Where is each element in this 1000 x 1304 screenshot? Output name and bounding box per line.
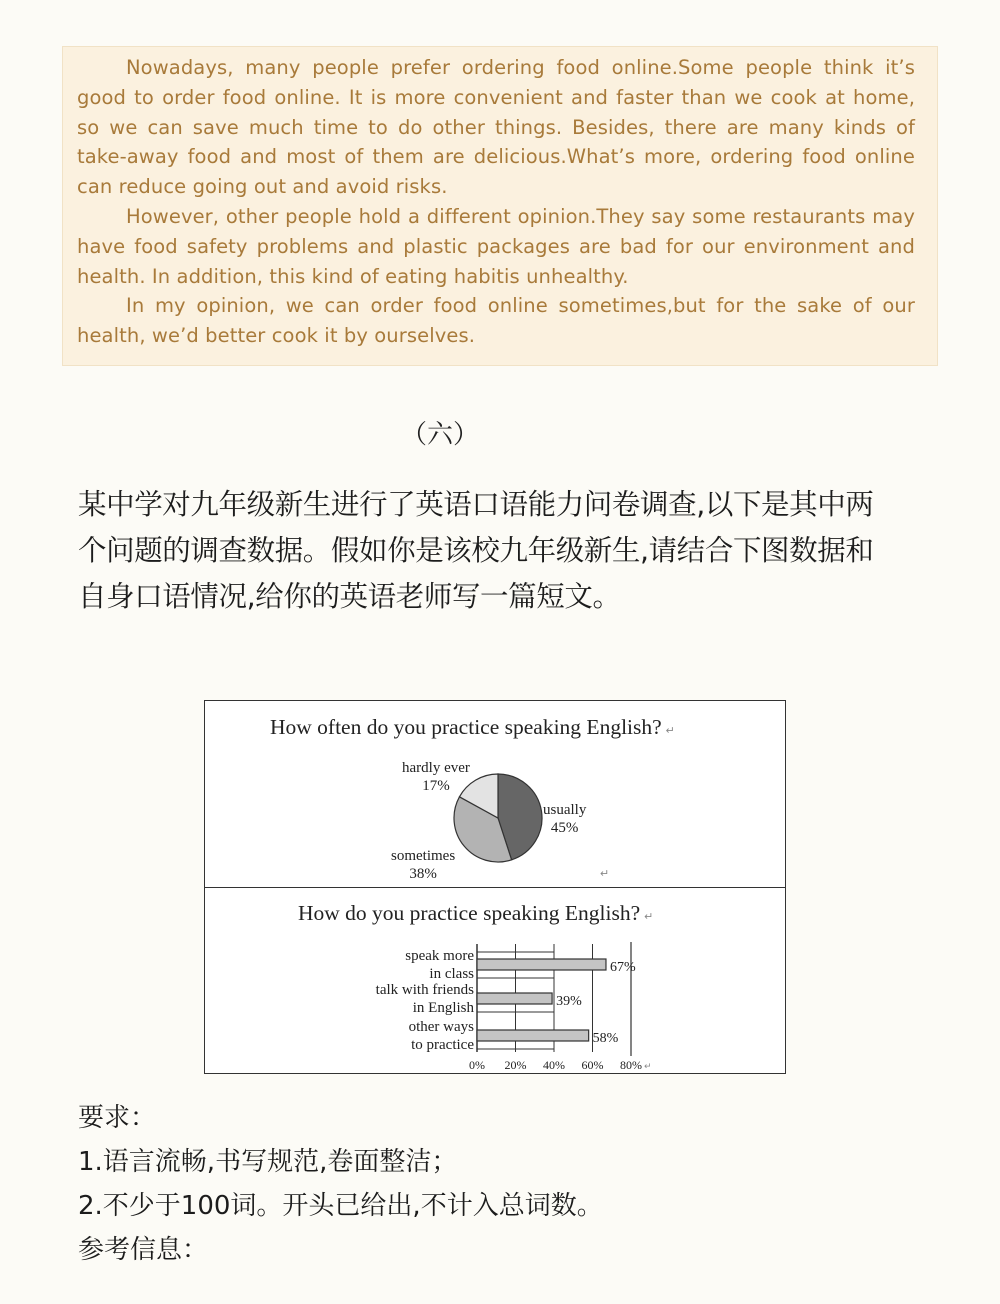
- bar-value-label-1: 67%: [609, 960, 636, 975]
- pie-label-sometimes: [391, 847, 455, 883]
- pie-label-usually: [543, 801, 586, 837]
- return-mark-icon: ↵: [665, 725, 675, 737]
- bar-3: [477, 1030, 589, 1041]
- bar-category-3-line-1: other ways: [408, 1019, 474, 1035]
- pie-label-usually-name: usually: [543, 802, 587, 818]
- bar-2: [477, 993, 552, 1004]
- essay-paragraph-2: However, other people hold a different opinion.They say some restaurants may have food safety problems and plastic packages are bad for our environment and health. In addition, this kind of eating habitis unhealthy.: [77, 204, 915, 288]
- bar-1: [477, 959, 606, 970]
- return-mark-icon: ↵: [644, 911, 654, 923]
- sample-essay: [62, 46, 938, 366]
- pie-label-sometimes-name: sometimes: [391, 848, 456, 864]
- bar-category-3: [409, 1018, 474, 1054]
- essay-paragraph-3: In my opinion, we can order food online sometimes,but for the sake of our health, we’d better cook it by ourselves.: [77, 294, 915, 348]
- pie-label-hardly-ever-value: 17%: [422, 778, 450, 794]
- survey-figure: [204, 700, 786, 1074]
- section-number: （六）: [400, 420, 479, 450]
- bar-category-3-line-2: to practice: [411, 1037, 474, 1053]
- pie-label-usually-value: 45%: [550, 820, 579, 836]
- panel-divider: [205, 887, 785, 888]
- x-tick-label: 0%: [469, 1058, 485, 1071]
- bar-chart-title: [298, 901, 653, 926]
- pie-label-hardly-ever: [402, 759, 470, 795]
- x-tick-label: 60%: [581, 1058, 604, 1071]
- bar-value-label-3: 58%: [592, 1031, 619, 1046]
- bar-category-2-line-1: talk with friends: [375, 982, 474, 998]
- bar-value-label-2: 39%: [556, 994, 582, 1009]
- pie-label-sometimes-value: 38%: [409, 866, 437, 882]
- bar-category-2: [376, 981, 474, 1017]
- pie-title-text: How often do you practice speaking English?: [270, 715, 662, 739]
- bar-category-2-line-2: in English: [412, 1000, 474, 1016]
- bar-title-text: How do you practice speaking English?: [298, 901, 641, 925]
- bar-category-1-line-1: speak more: [405, 948, 474, 964]
- return-mark-icon: ↵: [600, 868, 610, 880]
- prompt-line-3: 自身口语情况,给你的英语老师写一篇短文。: [78, 580, 621, 613]
- requirements: [78, 1096, 938, 1272]
- pie-label-hardly-ever-name: hardly ever: [402, 760, 470, 776]
- prompt-line-1: 某中学对九年级新生进行了英语口语能力问卷调查,以下是其中两: [78, 488, 874, 521]
- x-tick-label: 40%: [543, 1058, 565, 1071]
- task-prompt: [78, 482, 928, 620]
- bar-category-1-line-2: in class: [429, 966, 474, 982]
- return-mark-icon: ↵: [644, 1062, 652, 1071]
- requirements-heading: 要求：: [78, 1103, 157, 1133]
- bar-category-1: [405, 947, 474, 983]
- requirement-item-2: 2.不少于100词。开头已给出,不计入总词数。: [78, 1191, 603, 1221]
- x-tick-label: 20%: [504, 1058, 527, 1071]
- prompt-line-2: 个问题的调查数据。假如你是该校九年级新生,请结合下图数据和: [78, 534, 874, 567]
- bar-chart: [469, 942, 652, 1071]
- chart-canvas: [205, 701, 785, 1071]
- requirement-item-1: 1.语言流畅,书写规范,卷面整洁；: [78, 1147, 458, 1177]
- reference-info-heading: 参考信息：: [78, 1235, 209, 1265]
- essay-paragraph-1: Nowadays, many people prefer ordering food online.Some people think it’s good to order food online. It is more convenient and faster than we cook at home, so we can save much time to do other things. Besides, there are many kinds of take-away food and most of them are delicious.What’s more, ordering food online can reduce going out and avoid risks.: [77, 56, 915, 199]
- x-tick-label: 80%: [620, 1058, 642, 1071]
